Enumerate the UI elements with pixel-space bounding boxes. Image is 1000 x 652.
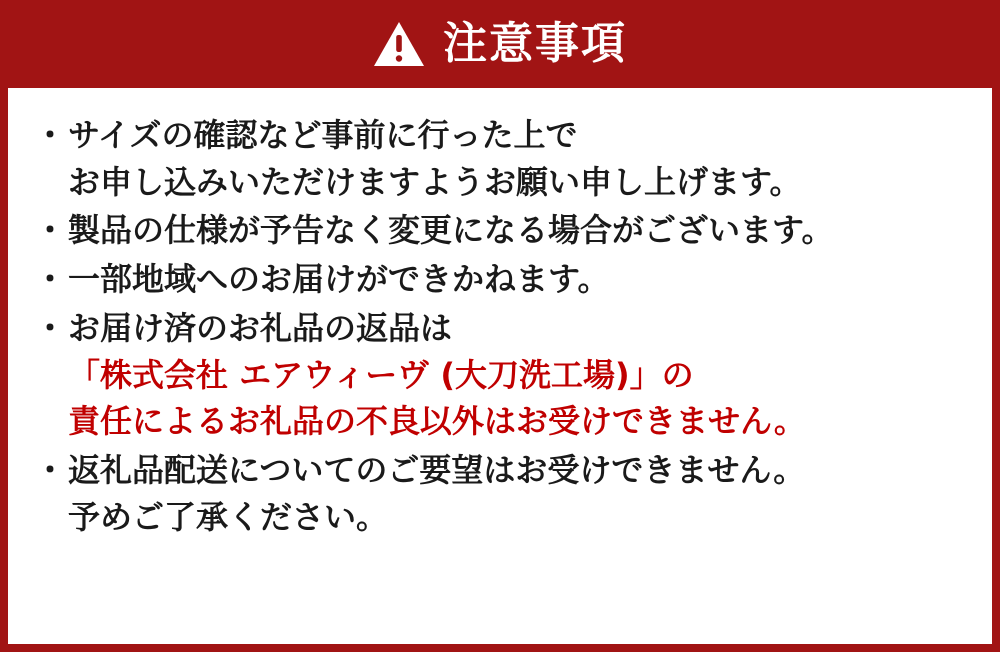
notice-header <box>0 0 1000 88</box>
list-item-text <box>68 207 966 254</box>
warning-triangle-icon <box>373 20 425 68</box>
text-line: お届け済のお礼品の返品は <box>68 308 453 347</box>
bullet-marker: ・ <box>34 260 67 299</box>
list-item <box>34 256 966 303</box>
text-line: 予めご了承ください。 <box>68 497 389 536</box>
page-title: 注意事項 <box>443 18 627 69</box>
list-item <box>34 112 966 205</box>
notice-body <box>8 88 992 644</box>
text-line: 一部地域へのお届けができかねます。 <box>68 260 610 299</box>
list-item <box>34 207 966 254</box>
list-item-text <box>68 256 966 303</box>
text-line: サイズの確認など事前に行った上で <box>68 116 578 154</box>
text-line: お申し込みいただけますようお願い申し上げます。 <box>68 162 802 201</box>
text-line: 返礼品配送についてのご要望はお受けできません。 <box>68 451 806 490</box>
text-line-emphasis: 「株式会社 エアウィーヴ (大刀洗工場)」の <box>68 355 694 394</box>
text-line-emphasis: 責任によるお礼品の不良以外はお受けできません。 <box>68 402 806 441</box>
list-item-text <box>68 112 966 205</box>
text-line: 製品の仕様が予告なく変更になる場合がございます。 <box>68 211 834 250</box>
bullet-marker: ・ <box>34 211 67 250</box>
list-item-text <box>68 305 966 445</box>
list-item <box>34 447 966 540</box>
bullet-marker: ・ <box>34 451 67 490</box>
notice-list <box>34 112 966 540</box>
bullet-marker: ・ <box>34 308 67 347</box>
list-item-text <box>68 447 966 540</box>
list-item <box>34 305 966 445</box>
bullet-marker: ・ <box>34 116 67 154</box>
